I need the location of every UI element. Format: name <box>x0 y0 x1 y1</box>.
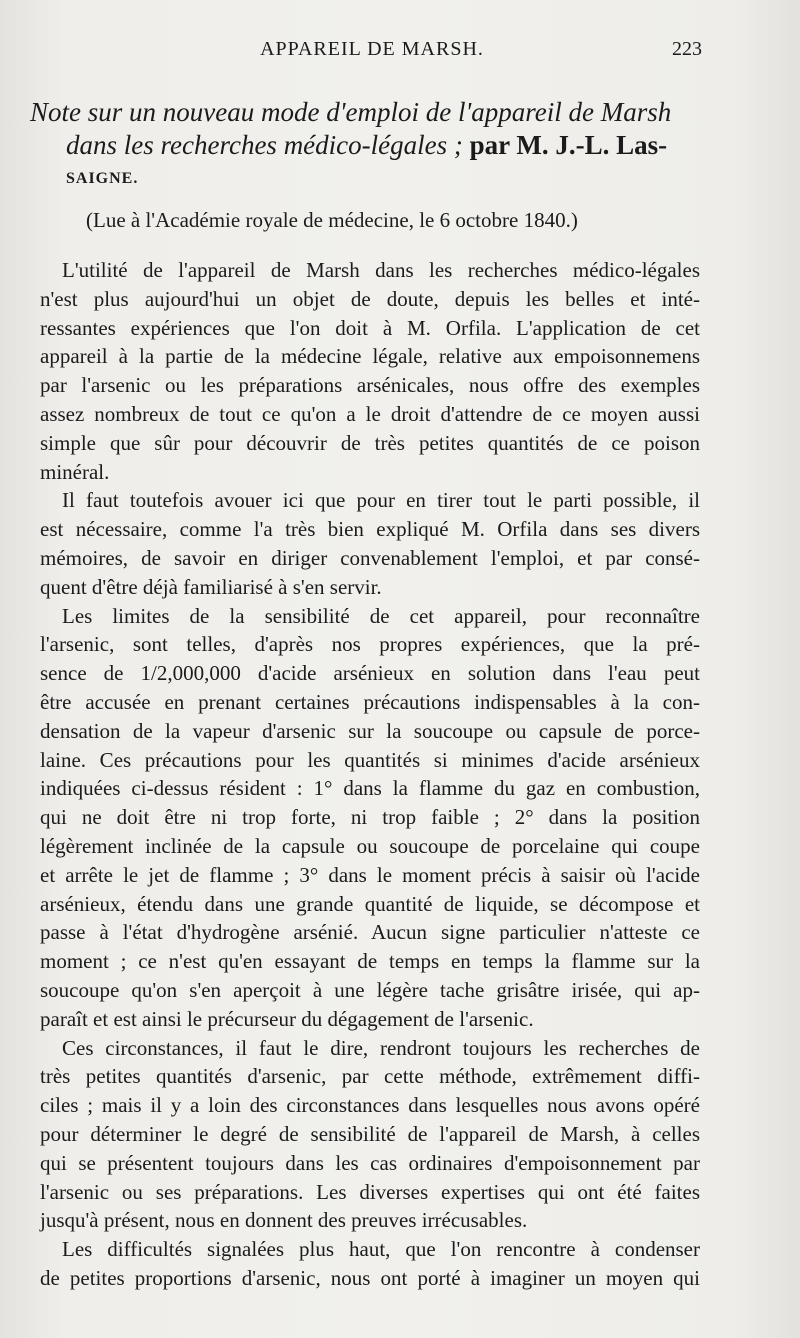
text-line: moment ; ce n'est qu'en essayant de temps en temps la flamme sur la <box>40 949 700 974</box>
text-line: indiquées ci-dessus résident : 1° dans la flamme du gaz en combustion, <box>40 776 700 801</box>
running-head: APPAREIL DE MARSH. <box>260 38 484 60</box>
text-line: très petites quantités d'arsenic, par cette méthode, extrêmement diffi- <box>40 1064 700 1089</box>
text-line: Ces circonstances, il faut le dire, rendront toujours les recherches de <box>62 1035 700 1060</box>
text-line: qui se présentent toujours dans les cas ordinaires d'empoisonnement par <box>40 1150 700 1175</box>
text-line: Il faut toutefois avouer ici que pour en tirer tout le parti possible, il <box>62 488 700 513</box>
text-line: ciles ; mais il y a loin des circonstances dans lesquelles nous avons opéré <box>40 1093 700 1118</box>
article-title <box>30 96 710 195</box>
text-line: L'utilité de l'appareil de Marsh dans les recherches médico-légales <box>62 258 700 282</box>
text-line: soucoupe qu'on s'en aperçoit à une légère tache grisâtre irisée, qui ap- <box>40 977 700 1002</box>
text-line: sence de 1/2,000,000 d'acide arsénieux en solution dans l'eau peut <box>40 661 700 686</box>
text-line: passe à l'état d'hydrogène arsénié. Aucun signe particulier n'atteste ce <box>40 920 700 945</box>
read-note: (Lue à l'Académie royale de médecine, le 6 octobre 1840.) <box>86 208 578 232</box>
title-line-3: SAIGNE. <box>66 170 139 187</box>
text-line: simple que sûr pour découvrir de très petites quantités de ce poison <box>40 430 700 455</box>
text-line: assez nombreux de tout ce qu'on a le droit d'attendre de ce moyen aussi <box>40 401 700 426</box>
text-line: de petites proportions d'arsenic, nous ont porté à imaginer un moyen qui <box>40 1265 700 1290</box>
text-line: et arrête le jet de flamme ; 3° dans le moment précis à saisir où l'acide <box>40 862 700 887</box>
text-line: légèrement inclinée de la capsule ou soucoupe de porcelaine qui coupe <box>40 833 700 858</box>
text-line: Les limites de la sensibilité de cet appareil, pour reconnaître <box>62 603 700 628</box>
text-line: l'arsenic, sont telles, d'après nos propres expériences, que la pré- <box>40 632 700 657</box>
body-text <box>40 256 700 1293</box>
text-line: Les difficultés signalées plus haut, que l'on rencontre à condenser <box>62 1237 700 1262</box>
text-line: arsénieux, étendu dans une grande quantité de liquide, se décompose et <box>40 891 700 916</box>
text-line: être accusée en prenant certaines précautions indispensables à la con- <box>40 689 700 714</box>
text-line: laine. Ces précautions pour les quantités si minimes d'acide arsénieux <box>40 747 700 772</box>
title-line-2 <box>30 129 710 162</box>
text-line: paraît et est ainsi le précurseur du dégagement de l'arsenic. <box>40 1006 534 1031</box>
text-line: n'est plus aujourd'hui un objet de doute, depuis les belles et inté- <box>40 286 700 311</box>
text-line: mémoires, de savoir en diriger convenablement l'emploi, et par consé- <box>40 545 700 570</box>
text-line: jusqu'à présent, nous en donnent des preuves irrécusables. <box>40 1208 528 1233</box>
text-line: l'arsenic ou ses préparations. Les diverses expertises qui ont été faites <box>40 1179 700 1204</box>
text-line: densation de la vapeur d'arsenic sur la soucoupe ou capsule de porce- <box>40 718 700 743</box>
text-line: quent d'être déjà familiarisé à s'en servir. <box>40 574 382 599</box>
text-line: qui ne doit être ni trop forte, ni trop faible ; 2° dans la position <box>40 805 700 830</box>
page-number: 223 <box>672 38 702 60</box>
text-line: minéral. <box>40 459 110 484</box>
title-line-2-italic: dans les recherches médico-légales ; <box>66 130 463 160</box>
text-line: pour déterminer le degré de sensibilité de l'appareil de Marsh, à celles <box>40 1121 700 1146</box>
text-line: ressantes expériences que l'on doit à M. Orfila. L'application de cet <box>40 315 700 340</box>
title-line-1: Note sur un nouveau mode d'emploi de l'appareil de Marsh <box>30 97 672 127</box>
page-header <box>42 38 702 68</box>
text-line: par l'arsenic ou les préparations arsénicales, nous offre des exemples <box>40 373 700 398</box>
text-line: est nécessaire, comme l'a très bien expliqué M. Orfila dans ses divers <box>40 517 700 542</box>
text-line: appareil à la partie de la médecine légale, relative aux empoisonnemens <box>40 344 700 369</box>
title-author: par M. J.-L. Las- <box>462 130 668 160</box>
